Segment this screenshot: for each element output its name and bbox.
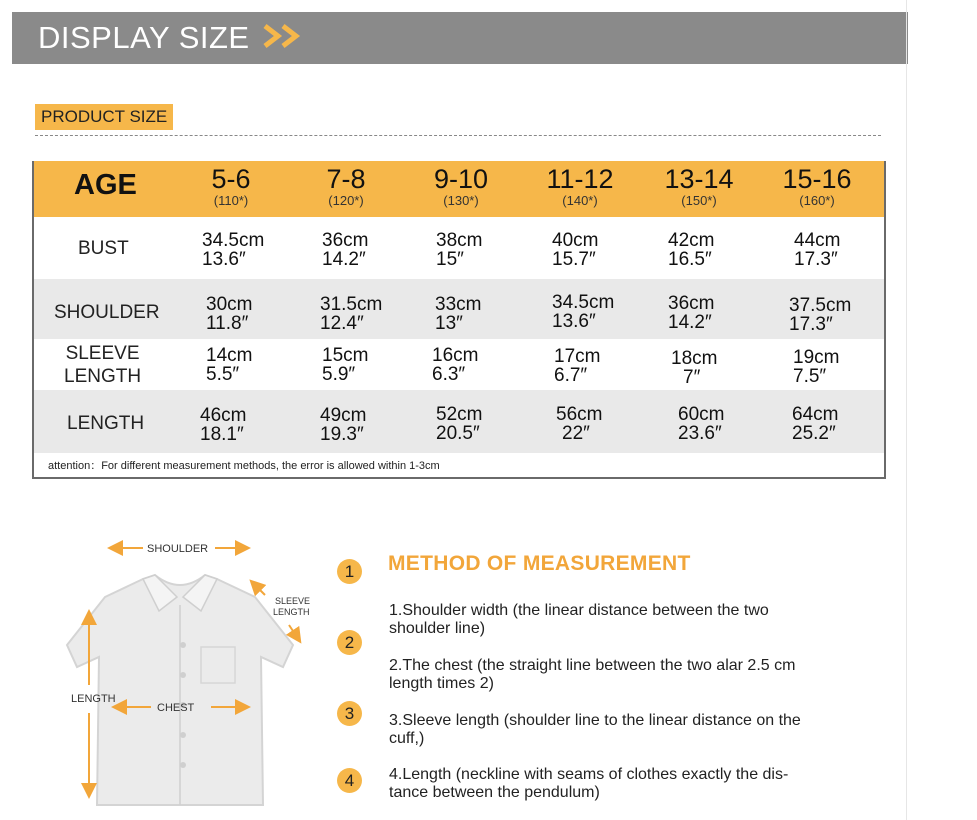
- table-cell: 64cm 25.2″: [792, 404, 839, 444]
- product-size-tag: PRODUCT SIZE: [35, 104, 173, 130]
- table-cell: 52cm 20.5″: [436, 404, 483, 444]
- table-header-row: [34, 161, 884, 217]
- table-cell: 30cm 11.8″: [206, 294, 253, 334]
- method-step-2: 2.The chest (the straight line between the two alar 2.5 cm length times 2): [389, 657, 796, 692]
- table-cell: 19cm 7.5″: [793, 347, 840, 387]
- row-label: SLEEVE LENGTH: [64, 343, 142, 387]
- banner-title: DISPLAY SIZE: [38, 20, 250, 55]
- age-column-13-14: [644, 165, 754, 209]
- table-row-sleeve-length: [34, 339, 884, 390]
- table-cell: 44cm 17.3″: [794, 230, 841, 270]
- shirt-measurement-diagram: [55, 535, 315, 815]
- height-range: (140*): [562, 193, 598, 208]
- table-cell: 36cm 14.2″: [322, 230, 369, 270]
- table-row-shoulder: [34, 279, 884, 339]
- shirt-icon: [55, 535, 315, 815]
- table-row-bust: [34, 217, 884, 279]
- table-cell: 14cm 5.5″: [206, 345, 253, 385]
- age-range: 13-14: [664, 164, 734, 194]
- sleeve-label: LENGTH: [273, 607, 310, 617]
- table-cell: 17cm 6.7″: [554, 346, 601, 386]
- height-range: (130*): [443, 193, 479, 208]
- table-cell: 18cm 7″: [671, 348, 718, 388]
- table-row-length: [34, 390, 884, 453]
- shoulder-label: SHOULDER: [147, 543, 209, 555]
- height-range: (110*): [213, 193, 249, 208]
- table-cell: 34.5cm 13.6″: [202, 230, 265, 270]
- size-table: [32, 161, 886, 479]
- step-badge-2: 2: [337, 630, 362, 655]
- method-step-3: 3.Sleeve length (shoulder line to the linear distance on the cuff,): [389, 712, 801, 747]
- height-range: (150*): [681, 193, 717, 208]
- age-column-11-12: [525, 165, 635, 209]
- table-cell: 49cm 19.3″: [320, 405, 367, 445]
- table-cell: 16cm 6.3″: [432, 345, 479, 385]
- table-cell: 46cm 18.1″: [200, 405, 247, 445]
- table-cell: 15cm 5.9″: [322, 345, 369, 385]
- height-range: (160*): [799, 193, 835, 208]
- double-chevron-right-icon: [262, 23, 304, 54]
- age-header-label: AGE: [74, 169, 137, 201]
- dashed-divider: [35, 135, 881, 136]
- age-range: 9-10: [433, 164, 489, 194]
- age-range: 15-16: [782, 164, 852, 194]
- chest-label: CHEST: [157, 702, 195, 714]
- length-label: LENGTH: [71, 693, 116, 705]
- table-cell: 37.5cm 17.3″: [789, 295, 852, 335]
- method-title: METHOD OF MEASUREMENT: [388, 552, 691, 575]
- method-step-1: 1.Shoulder width (the linear distance between the two shoulder line): [389, 602, 769, 637]
- age-column-5-6: [176, 165, 286, 209]
- row-label: LENGTH: [67, 413, 145, 434]
- sleeve-label: SLEEVE: [275, 596, 311, 606]
- table-cell: 42cm 16.5″: [668, 230, 715, 270]
- page-edge-divider: [906, 0, 907, 820]
- method-step-4: 4.Length (neckline with seams of clothes exactly the dis- tance between the pendulum): [389, 766, 789, 801]
- table-cell: 60cm 23.6″: [678, 404, 725, 444]
- row-label: SHOULDER: [54, 302, 160, 323]
- row-label: BUST: [78, 238, 129, 259]
- step-badge-3: 3: [337, 701, 362, 726]
- attention-note: attention：For different measurement methods, the error is allowed within 1-3cm: [48, 460, 440, 472]
- age-range: 11-12: [546, 164, 614, 194]
- age-column-9-10: [406, 165, 516, 209]
- age-range: 5-6: [211, 164, 251, 194]
- table-cell: 40cm 15.7″: [552, 230, 599, 270]
- table-cell: 33cm 13″: [435, 294, 482, 334]
- step-badge-1: 1: [337, 559, 362, 584]
- table-cell: 56cm 22″: [556, 404, 603, 444]
- age-range: 7-8: [326, 164, 366, 194]
- table-cell: 31.5cm 12.4″: [320, 294, 383, 334]
- age-column-7-8: [291, 165, 401, 209]
- step-badge-4: 4: [337, 768, 362, 793]
- table-cell: 38cm 15″: [436, 230, 483, 270]
- age-column-15-16: [762, 165, 872, 209]
- height-range: (120*): [328, 193, 364, 208]
- table-cell: 34.5cm 13.6″: [552, 292, 615, 332]
- table-cell: 36cm 14.2″: [668, 293, 715, 333]
- display-size-banner: [12, 12, 908, 64]
